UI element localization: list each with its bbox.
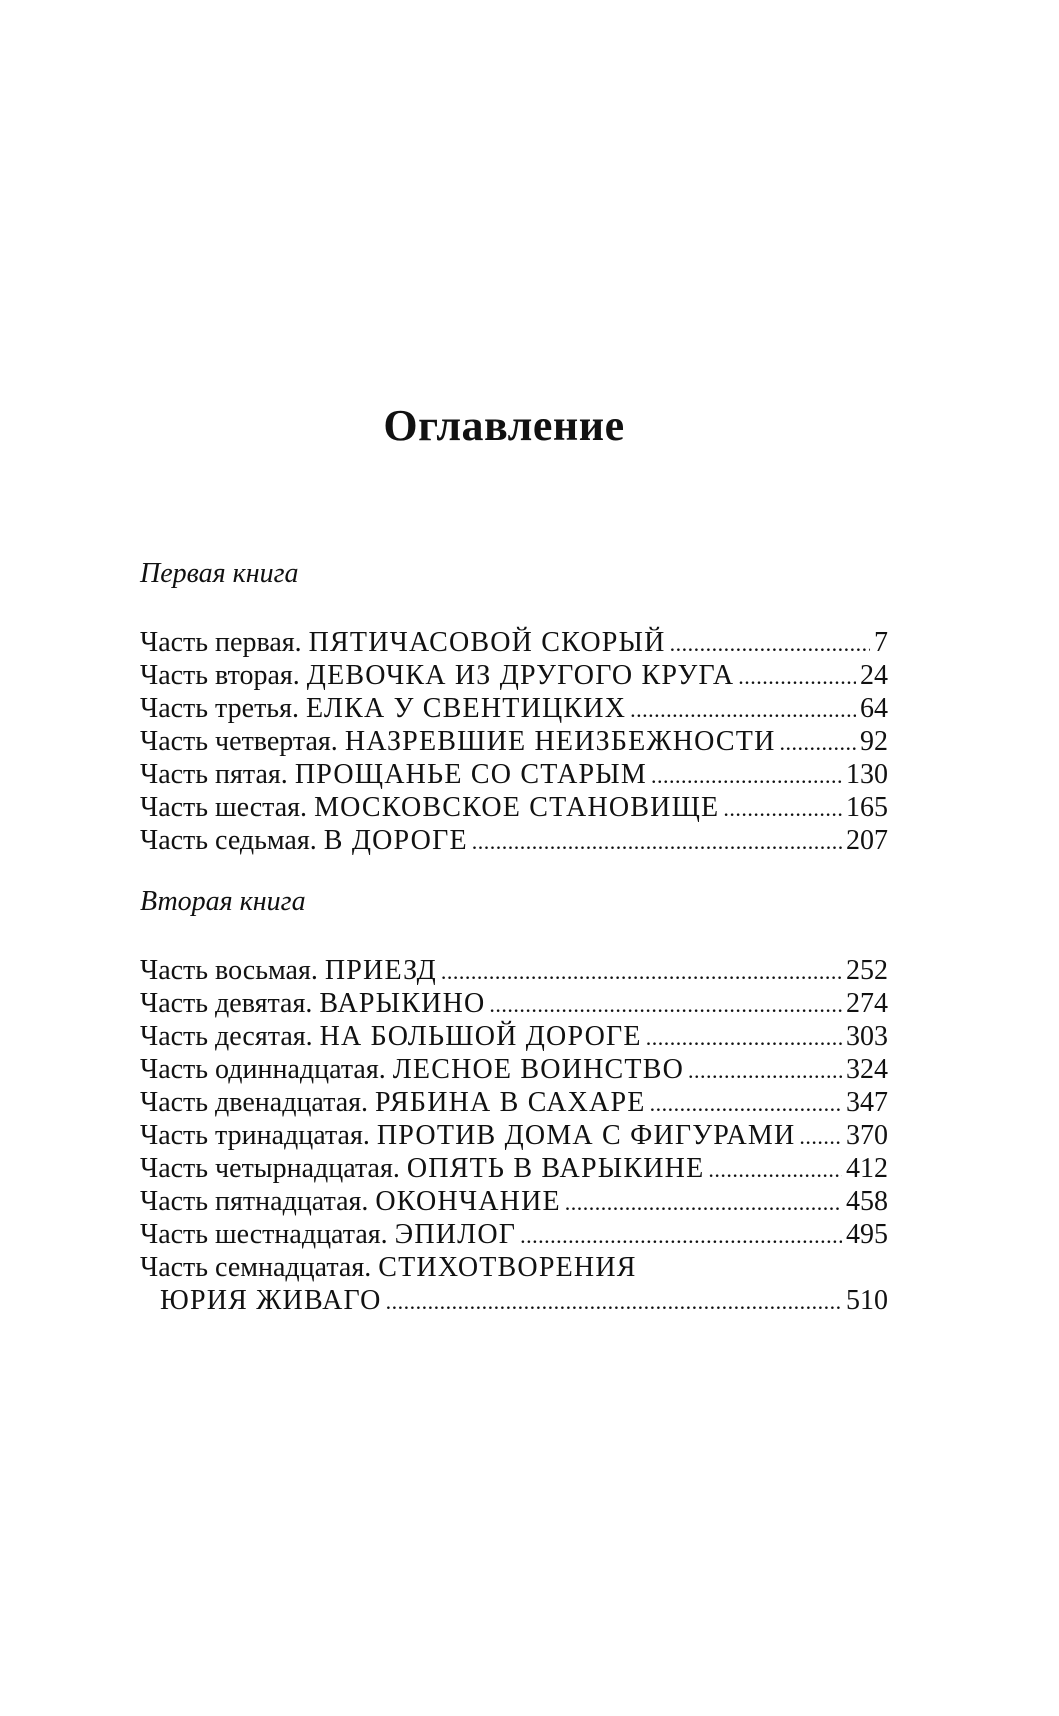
toc-entry[interactable]: Часть тринадцатая. ПРОТИВ ДОМА С ФИГУРАМИ ..... 370	[140, 1119, 888, 1152]
toc-entry[interactable]: Часть четырнадцатая. ОПЯТЬ В ВАРЫКИНЕ ..... 412	[140, 1152, 888, 1185]
page-number: 24	[860, 660, 888, 691]
page-number: 324	[846, 1054, 888, 1085]
page-number: 495	[846, 1219, 888, 1250]
page-number: 130	[846, 759, 888, 790]
toc-entry[interactable]: Часть одиннадцатая. ЛЕСНОЕ ВОИНСТВО ..... 324	[140, 1053, 888, 1086]
toc-entry[interactable]: Часть вторая. ДЕВОЧКА ИЗ ДРУГОГО КРУГА ..... 24	[140, 659, 888, 692]
page-number: 347	[846, 1087, 888, 1118]
toc-entry[interactable]: Часть седьмая. В ДОРОГЕ ..... 207	[140, 824, 888, 857]
toc-entry[interactable]: Часть двенадцатая. РЯБИНА В САХАРЕ ..... 347	[140, 1086, 888, 1119]
dot-leader	[489, 987, 842, 1020]
toc-section-book-1	[140, 556, 888, 857]
toc-entry-continuation[interactable]: ЮРИЯ ЖИВАГО ..... 510	[140, 1284, 888, 1317]
page-number: 165	[846, 792, 888, 823]
toc-entry[interactable]: Часть девятая. ВАРЫКИНО ..... 274	[140, 987, 888, 1020]
section-label: Первая книга	[140, 558, 299, 589]
page-number: 303	[846, 1021, 888, 1052]
toc-entry[interactable]: Часть шестнадцатая. ЭПИЛОГ ..... 495	[140, 1218, 888, 1251]
dot-leader	[386, 1284, 842, 1317]
toc-entry-multiline[interactable]: Часть семнадцатая. СТИХОТВОРЕНИЯ	[140, 1252, 637, 1283]
page-number: 458	[846, 1186, 888, 1217]
toc-entry[interactable]: Часть десятая. НА БОЛЬШОЙ ДОРОГЕ ..... 303	[140, 1020, 888, 1053]
dot-leader	[708, 1152, 842, 1185]
dot-leader	[630, 692, 856, 725]
dot-leader	[646, 1020, 842, 1053]
page-number: 64	[860, 693, 888, 724]
page-number: 412	[846, 1153, 888, 1184]
dot-leader	[738, 659, 856, 692]
page-number: 252	[846, 955, 888, 986]
toc-entry[interactable]: Часть восьмая. ПРИЕЗД ..... 252	[140, 954, 888, 987]
toc-entry[interactable]: Часть первая. ПЯТИЧАСОВОЙ СКОРЫЙ ..... 7	[140, 626, 888, 659]
section-label: Вторая книга	[140, 886, 306, 917]
page-number: 370	[846, 1120, 888, 1151]
dot-leader	[565, 1185, 842, 1218]
dot-leader	[723, 791, 842, 824]
page-number: 510	[846, 1285, 888, 1316]
page-number: 207	[846, 825, 888, 856]
dot-leader	[799, 1119, 842, 1152]
page-number: 92	[860, 726, 888, 757]
dot-leader	[472, 824, 842, 857]
page-number: 7	[874, 627, 888, 658]
toc-entry[interactable]: Часть пятнадцатая. ОКОНЧАНИЕ ..... 458	[140, 1185, 888, 1218]
dot-leader	[651, 758, 842, 791]
dot-leader	[670, 626, 870, 659]
toc-section-book-2	[140, 884, 888, 1317]
dot-leader	[650, 1086, 842, 1119]
dot-leader	[441, 954, 842, 987]
toc-entry[interactable]: Часть четвертая. НАЗРЕВШИЕ НЕИЗБЕЖНОСТИ ..... 92	[140, 725, 888, 758]
toc-entry[interactable]: Часть шестая. МОСКОВСКОЕ СТАНОВИЩЕ ..... 165	[140, 791, 888, 824]
dot-leader	[780, 725, 856, 758]
dot-leader	[688, 1053, 842, 1086]
page-title: Оглавление	[383, 401, 625, 450]
toc-entry[interactable]: Часть третья. ЕЛКА У СВЕНТИЦКИХ ..... 64	[140, 692, 888, 725]
dot-leader	[520, 1218, 842, 1251]
page-number: 274	[846, 988, 888, 1019]
toc-entry[interactable]: Часть пятая. ПРОЩАНЬЕ СО СТАРЫМ ..... 130	[140, 758, 888, 791]
